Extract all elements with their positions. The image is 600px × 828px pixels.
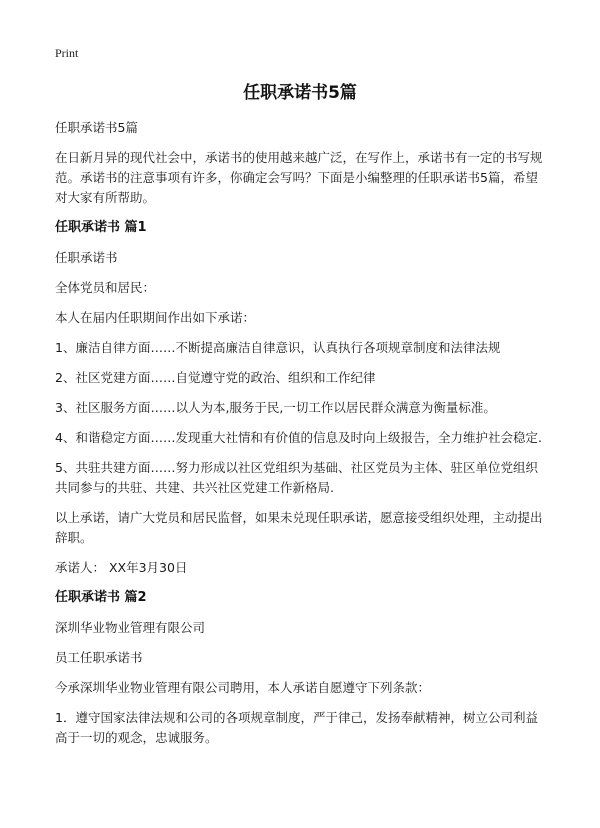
paragraph: 以上承诺，请广大党员和居民监督，如果未兑现任职承诺，愿意接受组织处理，主动提出辞职。 [55,510,543,545]
paragraph: 深圳华业物业管理有限公司 [55,620,206,635]
paragraph: 员工任职承诺书 [55,650,143,665]
list-item: 1、廉洁自律方面……不断提高廉洁自律意识，认真执行各项规章制度和法律法规 [55,340,501,355]
paragraph: 全体党员和居民： [55,280,156,295]
signature-line: 承诺人： XX年3月30日 [55,560,188,575]
section-heading-1: 任职承诺书 篇1 [55,220,147,235]
page-title: 任职承诺书5篇 [243,83,357,103]
list-item: 5、共驻共建方面……努力形成以社区党组织为基础、社区党员为主体、驻区单位党组织共同参与的共驻、共建、共兴社区党建工作新格局. [55,460,538,495]
paragraph: 今承深圳华业物业管理有限公司聘用，本人承诺自愿遵守下列条款： [55,680,431,695]
print-link[interactable]: Print [55,46,79,60]
paragraph: 任职承诺书 [55,250,118,265]
document-subtitle: 任职承诺书5篇 [55,120,138,135]
list-item: 4、和谐稳定方面……发现重大社情和有价值的信息及时向上级报告，全力维护社会稳定. [55,430,542,445]
intro-paragraph: 在日新月异的现代社会中，承诺书的使用越来越广泛，在写作上，承诺书有一定的书写规范。承诺书的注意事项有许多，你确定会写吗？下面是小编整理的任职承诺书5篇，希望对大家有所帮助。 [55,150,543,205]
section-heading-2: 任职承诺书 篇2 [55,590,147,605]
document-body [55,118,550,758]
list-item: 1．遵守国家法律法规和公司的各项规章制度，严于律己，发扬奉献精神，树立公司利益高于一切的观念，忠诚服务。 [55,710,538,745]
list-item: 2、社区党建方面……自觉遵守党的政治、组织和工作纪律 [55,370,376,385]
paragraph: 本人在届内任职期间作出如下承诺： [55,310,256,325]
list-item: 3、社区服务方面……以人为本,服务于民,一切工作以居民群众满意为衡量标准。 [55,400,496,415]
